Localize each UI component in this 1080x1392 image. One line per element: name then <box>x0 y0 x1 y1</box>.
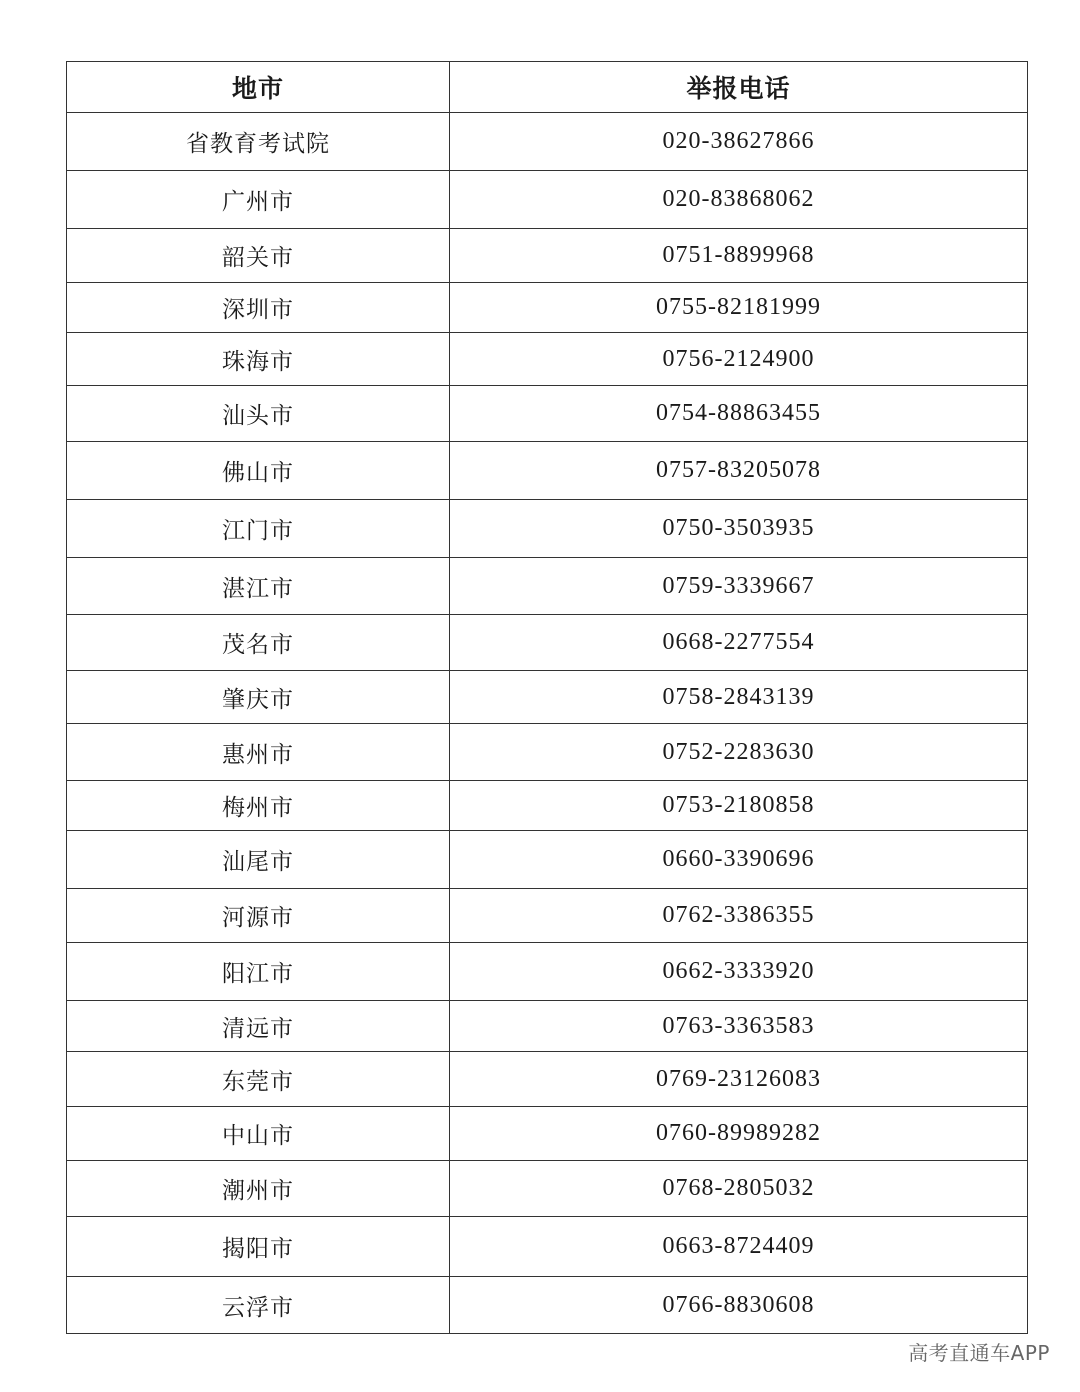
city-cell: 惠州市 <box>67 724 450 781</box>
table-row <box>67 671 1028 724</box>
phone-cell: 0766-8830608 <box>450 1277 1028 1334</box>
phone-cell: 0757-83205078 <box>450 442 1028 500</box>
city-cell: 肇庆市 <box>67 671 450 724</box>
phone-cell: 0759-3339667 <box>450 558 1028 615</box>
phone-cell: 0769-23126083 <box>450 1052 1028 1107</box>
table-row <box>67 615 1028 671</box>
table-row <box>67 831 1028 889</box>
table-row <box>67 171 1028 229</box>
phone-cell: 0753-2180858 <box>450 781 1028 831</box>
city-cell: 阳江市 <box>67 943 450 1001</box>
city-cell: 云浮市 <box>67 1277 450 1334</box>
table-header-row <box>67 62 1028 113</box>
hotline-table <box>66 61 1028 1334</box>
city-cell: 清远市 <box>67 1001 450 1052</box>
table-row <box>67 1001 1028 1052</box>
city-cell: 广州市 <box>67 171 450 229</box>
phone-cell: 0752-2283630 <box>450 724 1028 781</box>
city-cell: 省教育考试院 <box>67 113 450 171</box>
phone-cell: 0756-2124900 <box>450 333 1028 386</box>
city-cell: 揭阳市 <box>67 1217 450 1277</box>
table-row <box>67 724 1028 781</box>
table-row <box>67 889 1028 943</box>
phone-cell: 0750-3503935 <box>450 500 1028 558</box>
city-cell: 汕头市 <box>67 386 450 442</box>
watermark: 高考直通车APP <box>908 1341 1050 1365</box>
city-cell: 梅州市 <box>67 781 450 831</box>
city-cell: 茂名市 <box>67 615 450 671</box>
phone-cell: 0754-88863455 <box>450 386 1028 442</box>
table-row <box>67 333 1028 386</box>
table-row <box>67 781 1028 831</box>
table-row <box>67 229 1028 283</box>
table-row <box>67 1107 1028 1161</box>
city-cell: 东莞市 <box>67 1052 450 1107</box>
table-row <box>67 1052 1028 1107</box>
city-cell: 潮州市 <box>67 1161 450 1217</box>
phone-cell: 020-38627866 <box>450 113 1028 171</box>
city-cell: 佛山市 <box>67 442 450 500</box>
phone-cell: 0668-2277554 <box>450 615 1028 671</box>
phone-cell: 0768-2805032 <box>450 1161 1028 1217</box>
phone-cell: 0755-82181999 <box>450 283 1028 333</box>
city-cell: 深圳市 <box>67 283 450 333</box>
table-row <box>67 558 1028 615</box>
table-row <box>67 500 1028 558</box>
phone-cell: 0760-89989282 <box>450 1107 1028 1161</box>
column-header-phone: 举报电话 <box>450 62 1028 113</box>
phone-cell: 0660-3390696 <box>450 831 1028 889</box>
city-cell: 河源市 <box>67 889 450 943</box>
city-cell: 中山市 <box>67 1107 450 1161</box>
city-cell: 汕尾市 <box>67 831 450 889</box>
city-cell: 珠海市 <box>67 333 450 386</box>
table-row <box>67 442 1028 500</box>
table-body <box>67 113 1028 1334</box>
phone-cell: 0663-8724409 <box>450 1217 1028 1277</box>
city-cell: 江门市 <box>67 500 450 558</box>
city-cell: 韶关市 <box>67 229 450 283</box>
phone-cell: 020-83868062 <box>450 171 1028 229</box>
city-cell: 湛江市 <box>67 558 450 615</box>
table-row <box>67 113 1028 171</box>
table-row <box>67 943 1028 1001</box>
table-row <box>67 283 1028 333</box>
phone-cell: 0662-3333920 <box>450 943 1028 1001</box>
phone-cell: 0751-8899968 <box>450 229 1028 283</box>
column-header-city: 地市 <box>67 62 450 113</box>
table-row <box>67 1277 1028 1334</box>
table-row <box>67 1161 1028 1217</box>
phone-cell: 0763-3363583 <box>450 1001 1028 1052</box>
phone-cell: 0758-2843139 <box>450 671 1028 724</box>
phone-cell: 0762-3386355 <box>450 889 1028 943</box>
table-row <box>67 386 1028 442</box>
table-row <box>67 1217 1028 1277</box>
